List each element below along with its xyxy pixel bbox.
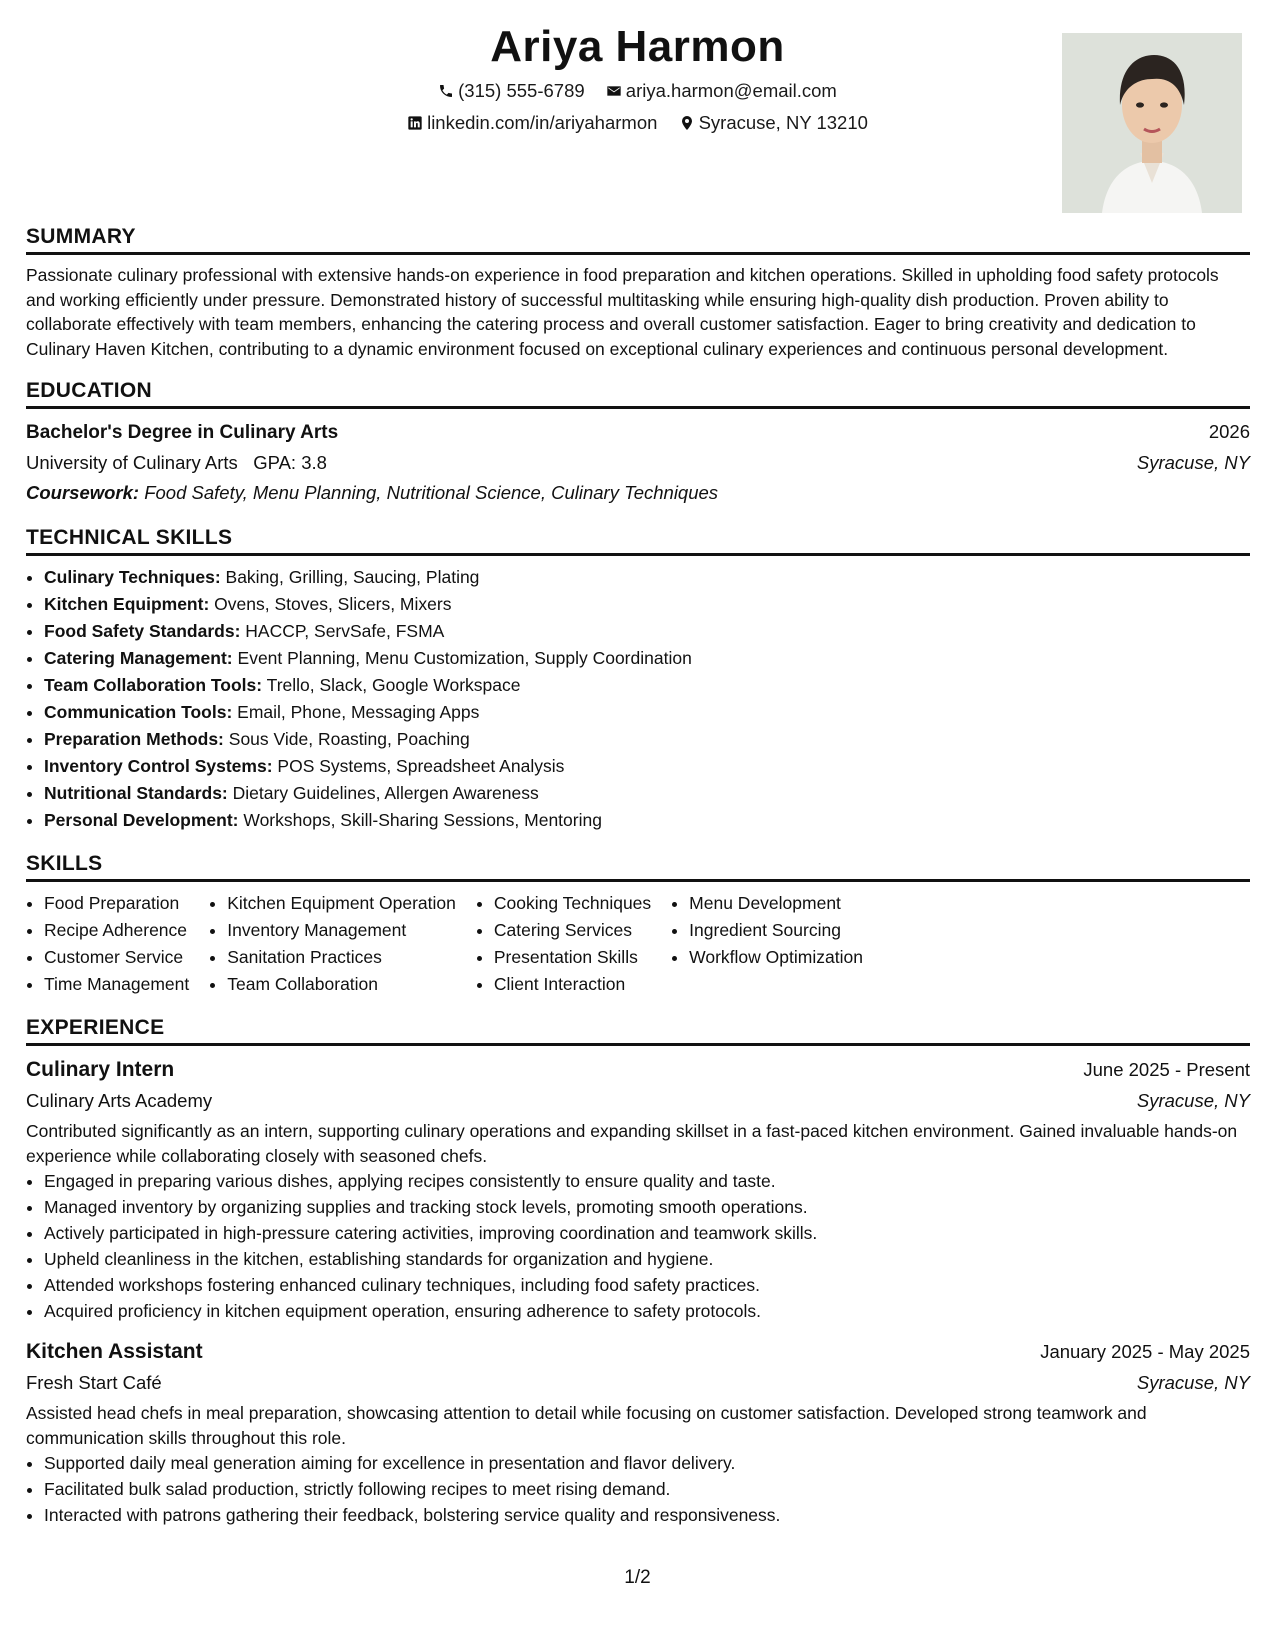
list-item: • Engaged in preparing various dishes, applying recipes consistently to ensure quality and taste. bbox=[44, 1168, 1250, 1194]
skill-values: Trello, Slack, Google Workspace bbox=[266, 675, 521, 695]
section-heading-summary: SUMMARY bbox=[26, 225, 1250, 255]
skill-category: Inventory Control Systems: bbox=[44, 756, 273, 776]
skill-values: Workshops, Skill-Sharing Sessions, Mentoring bbox=[243, 810, 602, 830]
education-degree-row bbox=[26, 417, 1250, 448]
job-entry bbox=[26, 1054, 1250, 1324]
job-bullets bbox=[26, 1168, 1250, 1324]
list-item bbox=[44, 591, 1250, 618]
list-item: • Acquired proficiency in kitchen equipment operation, ensuring adherence to safety protocols. bbox=[44, 1298, 1250, 1324]
list-item: • Sanitation Practices bbox=[227, 944, 456, 971]
skills-grid bbox=[26, 890, 1250, 998]
skills-column bbox=[671, 890, 863, 998]
profile-photo bbox=[1062, 33, 1242, 213]
school-name: University of Culinary Arts bbox=[26, 452, 238, 473]
list-item: • Interacted with patrons gathering their feedback, bolstering service quality and responsiveness. bbox=[44, 1502, 1250, 1528]
list-item: • Food Preparation bbox=[44, 890, 189, 917]
email-text: ariya.harmon@email.com bbox=[625, 80, 837, 101]
list-item: • Presentation Skills bbox=[494, 944, 651, 971]
list-item: • Upheld cleanliness in the kitchen, establishing standards for organization and hygiene. bbox=[44, 1246, 1250, 1272]
list-item bbox=[44, 726, 1250, 753]
map-pin-icon bbox=[679, 115, 695, 131]
job-title: Kitchen Assistant bbox=[26, 1340, 203, 1363]
list-item: • Menu Development bbox=[689, 890, 863, 917]
list-item: • Client Interaction bbox=[494, 971, 651, 998]
job-dates: January 2025 - May 2025 bbox=[1040, 1341, 1250, 1362]
location-contact bbox=[679, 112, 868, 134]
coursework-list: Food Safety, Menu Planning, Nutritional Science, Culinary Techniques bbox=[144, 482, 719, 503]
list-item: • Team Collaboration bbox=[227, 971, 456, 998]
job-entry bbox=[26, 1336, 1250, 1528]
section-heading-technical-skills: TECHNICAL SKILLS bbox=[26, 526, 1250, 556]
list-item: • Attended workshops fostering enhanced culinary techniques, including food safety practices. bbox=[44, 1272, 1250, 1298]
job-location: Syracuse, NY bbox=[1136, 1372, 1250, 1393]
list-item bbox=[44, 672, 1250, 699]
skill-values: Email, Phone, Messaging Apps bbox=[237, 702, 480, 722]
list-item: • Cooking Techniques bbox=[494, 890, 651, 917]
skill-category: Team Collaboration Tools: bbox=[44, 675, 263, 695]
company-name: Fresh Start Café bbox=[26, 1372, 162, 1393]
candidate-name: Ariya Harmon bbox=[490, 22, 785, 71]
skill-values: Event Planning, Menu Customization, Supply Coordination bbox=[237, 648, 692, 668]
list-item: • Ingredient Sourcing bbox=[689, 917, 863, 944]
skill-values: Dietary Guidelines, Allergen Awareness bbox=[232, 783, 539, 803]
list-item bbox=[44, 699, 1250, 726]
list-item bbox=[44, 645, 1250, 672]
gpa: GPA: 3.8 bbox=[253, 452, 327, 473]
skill-values: POS Systems, Spreadsheet Analysis bbox=[277, 756, 565, 776]
job-title: Culinary Intern bbox=[26, 1058, 175, 1081]
skills-column bbox=[476, 890, 651, 998]
education-section bbox=[26, 379, 1250, 508]
job-title-row bbox=[26, 1336, 1250, 1367]
job-summary: Assisted head chefs in meal preparation, showcasing attention to detail while focusing on customer satisfaction. Developed strong teamwork and communication skills throughout this role. bbox=[26, 1403, 1147, 1448]
school-location: Syracuse, NY bbox=[1136, 452, 1250, 473]
degree-title: Bachelor's Degree in Culinary Arts bbox=[26, 422, 339, 443]
skill-values: Ovens, Stoves, Slicers, Mixers bbox=[214, 594, 452, 614]
list-item bbox=[44, 564, 1250, 591]
list-item bbox=[44, 807, 1250, 834]
skill-category: Preparation Methods: bbox=[44, 729, 224, 749]
list-item: • Workflow Optimization bbox=[689, 944, 863, 971]
company-name: Culinary Arts Academy bbox=[26, 1090, 213, 1111]
list-item bbox=[44, 780, 1250, 807]
education-school-row bbox=[26, 448, 1250, 478]
linkedin-text: linkedin.com/in/ariyaharmon bbox=[427, 112, 658, 133]
coursework-line bbox=[26, 478, 1250, 508]
skill-category: Communication Tools: bbox=[44, 702, 233, 722]
coursework-label: Coursework: bbox=[26, 482, 140, 503]
skills-column bbox=[209, 890, 456, 998]
list-item: • Actively participated in high-pressure catering activities, improving coordination and teamwork skills. bbox=[44, 1220, 1250, 1246]
list-item: • Customer Service bbox=[44, 944, 189, 971]
section-heading-experience: EXPERIENCE bbox=[26, 1016, 1250, 1046]
list-item: • Time Management bbox=[44, 971, 189, 998]
list-item: • Catering Services bbox=[494, 917, 651, 944]
summary-section bbox=[26, 225, 1250, 361]
summary-text: Passionate culinary professional with extensive hands-on experience in food preparation and kitchen operations. Skilled in upholding food safety protocols and working efficiently under pressure. Demonstrated history of successful multitasking while ensuring high-quality dish production. Proven ability to collaborate effectively with team members, enhancing the catering process and overall customer satisfaction. Eager to bring creativity and dedication to Culinary Haven Kitchen, contributing to a dynamic environment focused on exceptional culinary experiences and continuous personal development. bbox=[26, 265, 1219, 359]
section-heading-education: EDUCATION bbox=[26, 379, 1250, 409]
page-number: 1/2 bbox=[624, 1567, 651, 1588]
linkedin-icon bbox=[407, 115, 423, 131]
job-location: Syracuse, NY bbox=[1136, 1090, 1250, 1111]
list-item: • Supported daily meal generation aiming for excellence in presentation and flavor delivery. bbox=[44, 1450, 1250, 1476]
graduation-year: 2026 bbox=[1208, 421, 1250, 442]
job-bullets bbox=[26, 1450, 1250, 1528]
skill-category: Personal Development: bbox=[44, 810, 239, 830]
list-item bbox=[44, 753, 1250, 780]
list-item: • Managed inventory by organizing supplies and tracking stock levels, promoting smooth operations. bbox=[44, 1194, 1250, 1220]
skill-category: Catering Management: bbox=[44, 648, 233, 668]
skill-category: Food Safety Standards: bbox=[44, 621, 241, 641]
phone-contact bbox=[438, 80, 585, 102]
skill-values: Sous Vide, Roasting, Poaching bbox=[228, 729, 470, 749]
skill-category: Culinary Techniques: bbox=[44, 567, 221, 587]
job-company-row bbox=[26, 1085, 1250, 1116]
skill-category: Nutritional Standards: bbox=[44, 783, 228, 803]
job-title-row bbox=[26, 1054, 1250, 1085]
resume-header bbox=[0, 0, 1275, 215]
technical-skills-section bbox=[26, 526, 1250, 834]
envelope-icon bbox=[606, 83, 622, 99]
skills-column bbox=[26, 890, 189, 998]
job-dates: June 2025 - Present bbox=[1083, 1059, 1250, 1080]
list-item: • Inventory Management bbox=[227, 917, 456, 944]
job-company-row bbox=[26, 1367, 1250, 1398]
linkedin-contact[interactable] bbox=[407, 112, 657, 134]
phone-text: (315) 555-6789 bbox=[458, 80, 585, 101]
experience-section bbox=[26, 1016, 1250, 1528]
list-item bbox=[44, 618, 1250, 645]
skills-section bbox=[26, 852, 1250, 998]
list-item: • Kitchen Equipment Operation bbox=[227, 890, 456, 917]
list-item: • Recipe Adherence bbox=[44, 917, 189, 944]
location-text: Syracuse, NY 13210 bbox=[698, 112, 868, 133]
section-heading-skills: SKILLS bbox=[26, 852, 1250, 882]
skill-values: HACCP, ServSafe, FSMA bbox=[245, 621, 445, 641]
technical-skills-list bbox=[26, 564, 1250, 834]
email-contact[interactable] bbox=[606, 80, 837, 102]
skill-values: Baking, Grilling, Saucing, Plating bbox=[225, 567, 480, 587]
school-info bbox=[26, 448, 327, 478]
phone-icon bbox=[438, 83, 454, 99]
resume-content bbox=[26, 225, 1250, 1546]
job-summary: Contributed significantly as an intern, supporting culinary operations and expanding skillset in a fast-paced kitchen environment. Gained invaluable hands-on experience while collaborating closely with seasoned chefs. bbox=[26, 1121, 1238, 1166]
skill-category: Kitchen Equipment: bbox=[44, 594, 210, 614]
list-item: • Facilitated bulk salad production, strictly following recipes to meet rising demand. bbox=[44, 1476, 1250, 1502]
